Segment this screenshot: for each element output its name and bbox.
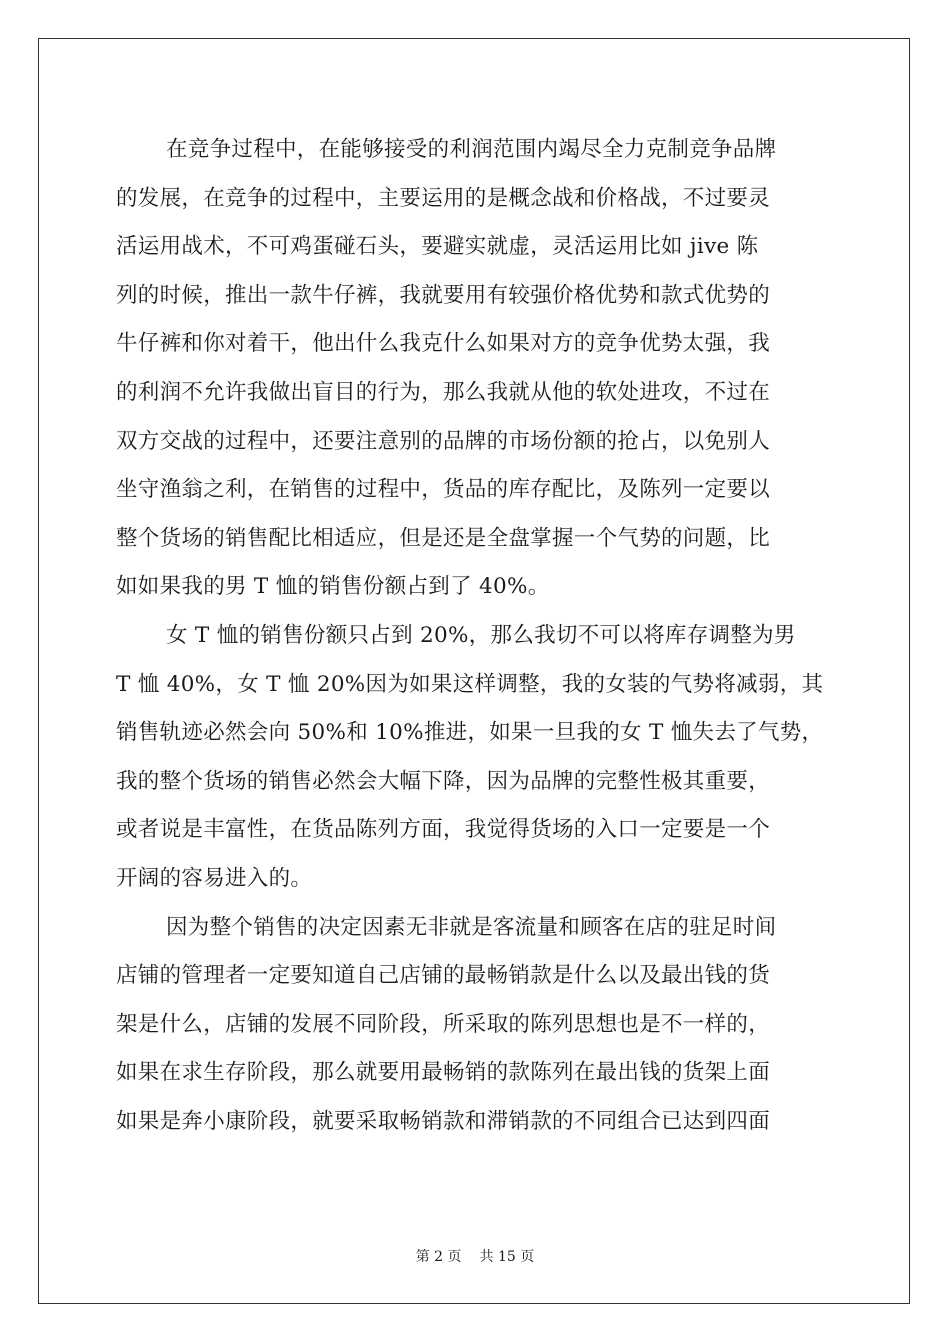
text-line: 或者说是丰富性，在货品陈列方面，我觉得货场的入口一定要是一个 <box>116 817 771 843</box>
text-line: 坐守渔翁之利，在销售的过程中，货品的库存配比，及陈列一定要以 <box>116 477 771 503</box>
text-line: 活运用战术，不可鸡蛋碰石头，要避实就虚，灵活运用比如 jive 陈 <box>116 234 759 260</box>
text-line: 如果是奔小康阶段，就要采取畅销款和滞销款的不同组合已达到四面 <box>116 1108 771 1134</box>
text-line: 的利润不允许我做出盲目的行为，那么我就从他的软处进攻，不过在 <box>116 379 771 405</box>
page-total: 共 15 页 <box>479 1249 535 1265</box>
text-line: 架是什么，店铺的发展不同阶段，所采取的陈列思想也是不一样的， <box>116 1011 771 1037</box>
page-footer <box>0 1247 950 1267</box>
text-line: 我的整个货场的销售必然会大幅下降，因为品牌的完整性极其重要， <box>116 768 771 794</box>
text-line: 牛仔裤和你对着干，他出什么我克什么如果对方的竞争优势太强，我 <box>116 331 771 357</box>
text-line: 双方交战的过程中，还要注意别的品牌的市场份额的抢占，以免别人 <box>116 428 771 454</box>
document-body <box>116 126 854 1146</box>
text-line: 列的时候，推出一款牛仔裤，我就要用有较强价格优势和款式优势的 <box>116 282 771 308</box>
text-line: 如果在求生存阶段，那么就要用最畅销的款陈列在最出钱的货架上面 <box>116 1060 771 1086</box>
text-line: 开阔的容易进入的。 <box>116 865 313 891</box>
text-line: 整个货场的销售配比相适应，但是还是全盘掌握一个气势的问题，比 <box>116 525 771 551</box>
text-line: T 恤 40%，女 T 恤 20%因为如果这样调整，我的女装的气势将减弱，其 <box>116 671 824 697</box>
text-line: 店铺的管理者一定要知道自己店铺的最畅销款是什么以及最出钱的货 <box>116 963 771 989</box>
text-line: 在竞争过程中，在能够接受的利润范围内竭尽全力克制竞争品牌 <box>166 137 777 162</box>
text-line: 的发展，在竞争的过程中，主要运用的是概念战和价格战，不过要灵 <box>116 185 771 211</box>
text-line: 女 T 恤的销售份额只占到 20%，那么我切不可以将库存调整为男 <box>166 622 796 648</box>
page-number: 第 2 页 <box>415 1249 462 1265</box>
text-line: 因为整个销售的决定因素无非就是客流量和顾客在店的驻足时间 <box>166 914 777 940</box>
text-line: 销售轨迹必然会向 50%和 10%推进，如果一旦我的女 T 恤失去了气势， <box>116 720 824 746</box>
text-line: 如如果我的男 T 恤的销售份额占到了 40%。 <box>116 574 550 600</box>
